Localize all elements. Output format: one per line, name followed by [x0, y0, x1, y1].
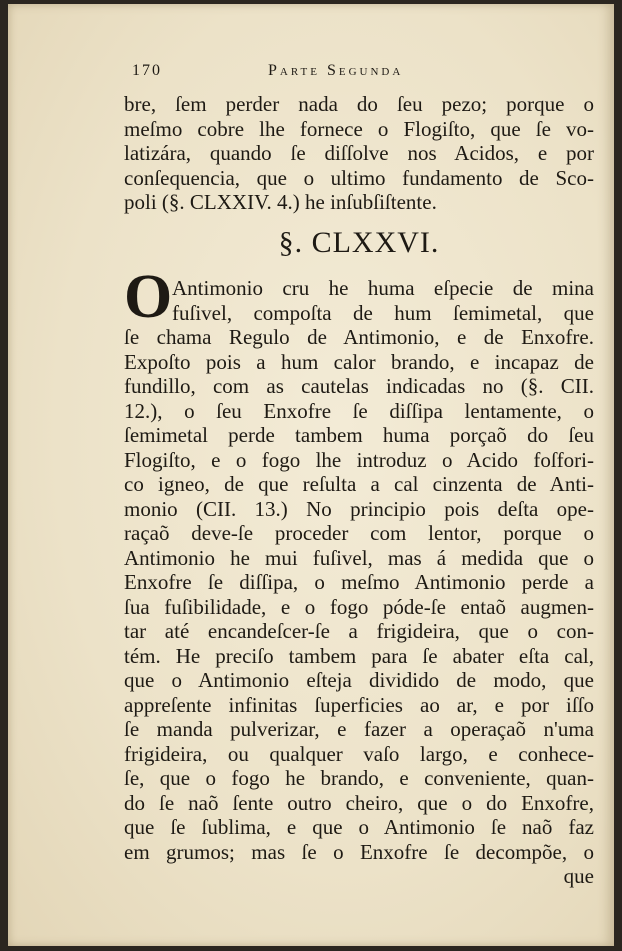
- text-line: ſua fuſibilidade, e o fogo póde-ſe entaõ augmen-: [124, 594, 594, 619]
- text-line: 12.), o ſeu Enxofre ſe diſſipa lentamente, o: [124, 398, 594, 423]
- text-line: fuſivel, compoſta de hum ſemimetal, que: [172, 300, 594, 325]
- text-line: Enxofre ſe diſſipa, o meſmo Antimonio perde a: [124, 570, 594, 594]
- text-line: ſe manda pulverizar, e fazer a operaçaõ n'uma: [124, 717, 594, 741]
- text-line: em grumos; mas ſe o Enxofre ſe decompõe, o: [124, 839, 594, 864]
- page-header: [132, 62, 472, 84]
- text-line: ſe, que o fogo he brando, e conveniente, quan-: [124, 766, 594, 790]
- text-line: Flogiſto, e o fogo lhe introduz o Acido foſfori-: [124, 447, 594, 472]
- text-line: tém. He preciſo tambem para ſe abater eſta cal,: [124, 643, 594, 668]
- continued-paragraph: [124, 92, 594, 215]
- text-line: bre, ſem perder nada do ſeu pezo; porque o: [124, 92, 594, 116]
- text-line: que o Antimonio eſteja dividido de modo, que: [124, 668, 594, 692]
- text-line: do ſe naõ ſente outro cheiro, que o do Enxofre,: [124, 790, 594, 815]
- text-line: meſmo cobre lhe fornece o Flogiſto, que ſe vo-: [124, 116, 594, 141]
- text-line: co igneo, de que reſulta a cal cinzenta de Anti-: [124, 472, 594, 496]
- text-line: ſemimetal perde tambem huma porçaõ do ſeu: [124, 423, 594, 447]
- text-line: latizára, quando ſe diſſolve nos Acidos, e por: [124, 141, 594, 165]
- text-line: Antimonio he mui fuſivel, mas á medida que o: [124, 545, 594, 570]
- text-line: ſe chama Regulo de Antimonio, e de Enxofre.: [124, 325, 594, 349]
- text-line: frigideira, ou qualquer vaſo largo, e conhece-: [124, 741, 594, 766]
- text-line: que ſe ſublima, e que o Antimonio ſe naõ faz: [124, 815, 594, 839]
- page-number: 170: [132, 62, 162, 79]
- main-paragraph: [124, 276, 594, 889]
- section-heading: §. CLXXVI.: [278, 226, 440, 259]
- running-head: Parte Segunda: [268, 62, 404, 79]
- text-line: raçaõ deve-ſe proceder com lentor, porque o: [124, 521, 594, 545]
- drop-cap: O: [124, 263, 173, 331]
- book-page: [8, 4, 614, 946]
- text-line: Expoſto pois a hum calor brando, e incapaz de: [124, 349, 594, 374]
- text-line: poli (§. CLXXIV. 4.) he inſubſiſtente.: [124, 190, 437, 214]
- text-line: tar até encandeſcer-ſe a frigideira, que o con-: [124, 619, 594, 643]
- text-line: appreſente infinitas ſuperficies ao ar, e por iſſo: [124, 692, 594, 717]
- text-line: conſequencia, que o ultimo fundamento de Sco-: [124, 165, 594, 190]
- text-line: monio (CII. 13.) No principio pois deſta ope-: [124, 496, 594, 521]
- text-line: fundillo, com as cautelas indicadas no (§. CII.: [124, 374, 594, 398]
- catchword: que: [563, 864, 594, 888]
- text-line: Antimonio cru he huma eſpecie de mina: [172, 276, 594, 300]
